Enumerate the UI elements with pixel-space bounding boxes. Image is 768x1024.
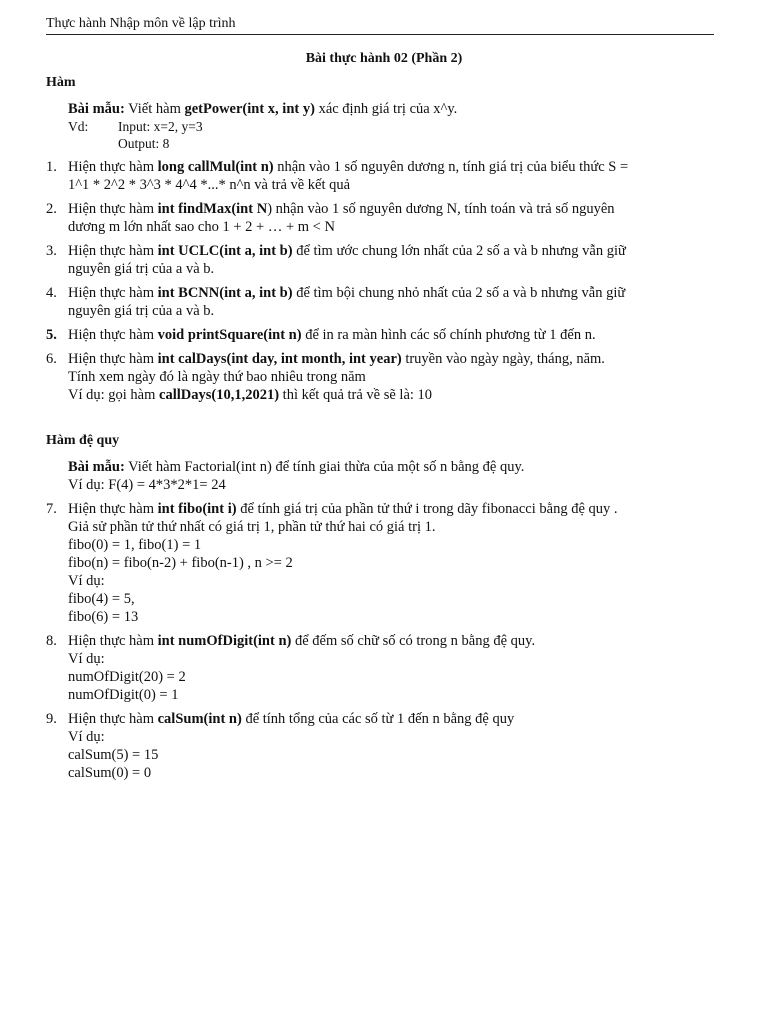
exercise-text bbox=[68, 350, 716, 404]
sample-label: Bài mẫu: bbox=[68, 101, 125, 117]
exercise-continuation-line: Ví dụ: bbox=[68, 573, 105, 589]
exercise-description: ) nhận vào 1 số nguyên dương N, tính toán và trả số nguyên bbox=[267, 201, 615, 217]
exercise-text bbox=[68, 500, 716, 626]
sample-line bbox=[68, 100, 716, 118]
exercise-number: 9. bbox=[46, 711, 57, 727]
function-signature: calSum(int n) bbox=[157, 711, 242, 727]
sample-exercise-recursion bbox=[68, 458, 716, 494]
exercise-item bbox=[46, 242, 716, 278]
function-signature: int UCLC(int a, int b) bbox=[157, 243, 293, 259]
exercise-continuation-line: Giả sử phần tử thứ nhất có giá trị 1, phần tử thứ hai có giá trị 1. bbox=[68, 519, 436, 535]
exercise-number: 4. bbox=[46, 285, 57, 301]
exercise-continuation-line: fibo(n) = fibo(n-2) + fibo(n-1) , n >= 2 bbox=[68, 555, 293, 571]
section-heading-functions: Hàm bbox=[46, 75, 76, 90]
exercise-item bbox=[46, 500, 716, 626]
exercise-description: truyền vào ngày ngày, tháng, năm. bbox=[401, 351, 605, 367]
exercise-continuation-line: numOfDigit(0) = 1 bbox=[68, 687, 179, 703]
exercise-item bbox=[46, 350, 716, 404]
exercise-description: để tìm ước chung lớn nhất của 2 số a và b nhưng vẫn giữ bbox=[292, 243, 626, 259]
exercise-item bbox=[46, 632, 716, 704]
exercise-intro: Hiện thực hàm bbox=[68, 285, 158, 301]
exercise-intro: Hiện thực hàm bbox=[68, 711, 158, 727]
document-title: Bài thực hành 02 (Phần 2) bbox=[305, 51, 463, 66]
exercise-text bbox=[68, 200, 716, 236]
sample-example-output-row bbox=[68, 135, 716, 152]
sample-text-before: Viết hàm bbox=[124, 101, 185, 117]
exercise-continuation-line: Tính xem ngày đó là ngày thứ bao nhiêu trong năm bbox=[68, 369, 366, 385]
function-signature: void printSquare(int n) bbox=[157, 327, 302, 343]
running-header: Thực hành Nhập môn về lập trình bbox=[46, 16, 236, 31]
sample-text-after: xác định giá trị của x^y. bbox=[314, 101, 458, 117]
exercise-first-line bbox=[68, 326, 716, 344]
exercise-continuation-line: nguyên giá trị của a và b. bbox=[68, 303, 215, 319]
exercise-continuation-line: Ví dụ: bbox=[68, 651, 105, 667]
exercise-continuation-line: fibo(6) = 13 bbox=[68, 609, 139, 625]
exercise-first-line bbox=[68, 632, 716, 650]
example-tag: Vd: bbox=[68, 119, 89, 134]
exercise-number: 7. bbox=[46, 501, 57, 517]
exercise-item bbox=[46, 710, 716, 782]
function-signature: int BCNN(int a, int b) bbox=[157, 285, 293, 301]
exercise-number: 2. bbox=[46, 201, 57, 217]
exercise-first-line bbox=[68, 200, 716, 218]
example-output: Output: 8 bbox=[118, 136, 170, 151]
recursion-exercise-list bbox=[46, 500, 716, 782]
exercise-item bbox=[46, 284, 716, 320]
exercise-intro: Hiện thực hàm bbox=[68, 633, 158, 649]
function-signature: long callMul(int n) bbox=[157, 159, 274, 175]
example-call: callDays(10,1,2021) bbox=[159, 387, 280, 403]
exercise-description: để tìm bội chung nhỏ nhất của 2 số a và b nhưng vẫn giữ bbox=[292, 285, 626, 301]
exercise-number: 1. bbox=[46, 159, 57, 175]
exercise-description: để tính giá trị của phần tử thứ i trong dãy fibonacci bằng đệ quy . bbox=[236, 501, 618, 517]
exercise-example-line bbox=[68, 386, 716, 404]
sample-example-input-row bbox=[68, 118, 716, 135]
exercise-first-line bbox=[68, 350, 716, 368]
function-signature: int calDays(int day, int month, int year) bbox=[157, 351, 402, 367]
exercise-number: 6. bbox=[46, 351, 57, 367]
exercise-intro: Hiện thực hàm bbox=[68, 351, 158, 367]
exercise-continuation-line: fibo(0) = 1, fibo(1) = 1 bbox=[68, 537, 202, 553]
sample-example: Ví dụ: F(4) = 4*3*2*1= 24 bbox=[68, 477, 226, 493]
exercise-text bbox=[68, 284, 716, 320]
function-signature: int findMax(int N bbox=[157, 201, 268, 217]
function-signature: int numOfDigit(int n) bbox=[157, 633, 292, 649]
exercise-number: 3. bbox=[46, 243, 57, 259]
exercise-intro: Hiện thực hàm bbox=[68, 159, 158, 175]
sample-label: Bài mẫu: bbox=[68, 459, 125, 475]
exercise-continuation-line: Ví dụ: bbox=[68, 729, 105, 745]
exercise-intro: Hiện thực hàm bbox=[68, 243, 158, 259]
sample-exercise-functions bbox=[68, 100, 716, 152]
document-body bbox=[46, 74, 716, 782]
sample-text: Viết hàm Factorial(int n) để tính giai thừa của một số n bằng đệ quy. bbox=[124, 459, 525, 475]
exercise-intro: Hiện thực hàm bbox=[68, 501, 158, 517]
exercise-intro: Hiện thực hàm bbox=[68, 327, 158, 343]
exercise-continuation-line: calSum(5) = 15 bbox=[68, 747, 159, 763]
exercise-continuation-line: nguyên giá trị của a và b. bbox=[68, 261, 215, 277]
exercise-description: nhận vào 1 số nguyên dương n, tính giá trị của biểu thức S = bbox=[273, 159, 629, 175]
example-result: thì kết quả trả về sẽ là: 10 bbox=[279, 387, 433, 403]
function-exercise-list bbox=[46, 158, 716, 404]
exercise-description: để in ra màn hình các số chính phương từ 1 đến n. bbox=[301, 327, 596, 343]
exercise-number: 5. bbox=[46, 327, 57, 343]
exercise-text bbox=[68, 710, 716, 782]
exercise-text bbox=[68, 632, 716, 704]
exercise-item bbox=[46, 326, 716, 344]
exercise-number: 8. bbox=[46, 633, 57, 649]
header-divider bbox=[46, 34, 714, 35]
section-heading-recursion: Hàm đệ quy bbox=[46, 433, 120, 448]
example-input: Input: x=2, y=3 bbox=[118, 119, 203, 134]
exercise-first-line bbox=[68, 158, 716, 176]
exercise-intro: Hiện thực hàm bbox=[68, 201, 158, 217]
exercise-text bbox=[68, 158, 716, 194]
exercise-continuation-line: numOfDigit(20) = 2 bbox=[68, 669, 186, 685]
sample-line bbox=[68, 458, 716, 476]
exercise-item bbox=[46, 158, 716, 194]
exercise-continuation-line: 1^1 * 2^2 * 3^3 * 4^4 *...* n^n và trả về kết quả bbox=[68, 177, 351, 193]
exercise-continuation-line: dương m lớn nhất sao cho 1 + 2 + … + m < N bbox=[68, 219, 335, 235]
function-signature: int fibo(int i) bbox=[157, 501, 237, 517]
exercise-first-line bbox=[68, 710, 716, 728]
exercise-first-line bbox=[68, 284, 716, 302]
exercise-description: để tính tổng của các số từ 1 đến n bằng đệ quy bbox=[241, 711, 515, 727]
exercise-continuation-line: calSum(0) = 0 bbox=[68, 765, 152, 781]
example-intro: Ví dụ: gọi hàm bbox=[68, 387, 160, 403]
exercise-continuation-line: fibo(4) = 5, bbox=[68, 591, 135, 607]
exercise-text bbox=[68, 326, 716, 344]
exercise-description: để đếm số chữ số có trong n bằng đệ quy. bbox=[291, 633, 536, 649]
sample-signature: getPower(int x, int y) bbox=[184, 101, 315, 117]
exercise-text bbox=[68, 242, 716, 278]
exercise-first-line bbox=[68, 500, 716, 518]
exercise-item bbox=[46, 200, 716, 236]
exercise-first-line bbox=[68, 242, 716, 260]
